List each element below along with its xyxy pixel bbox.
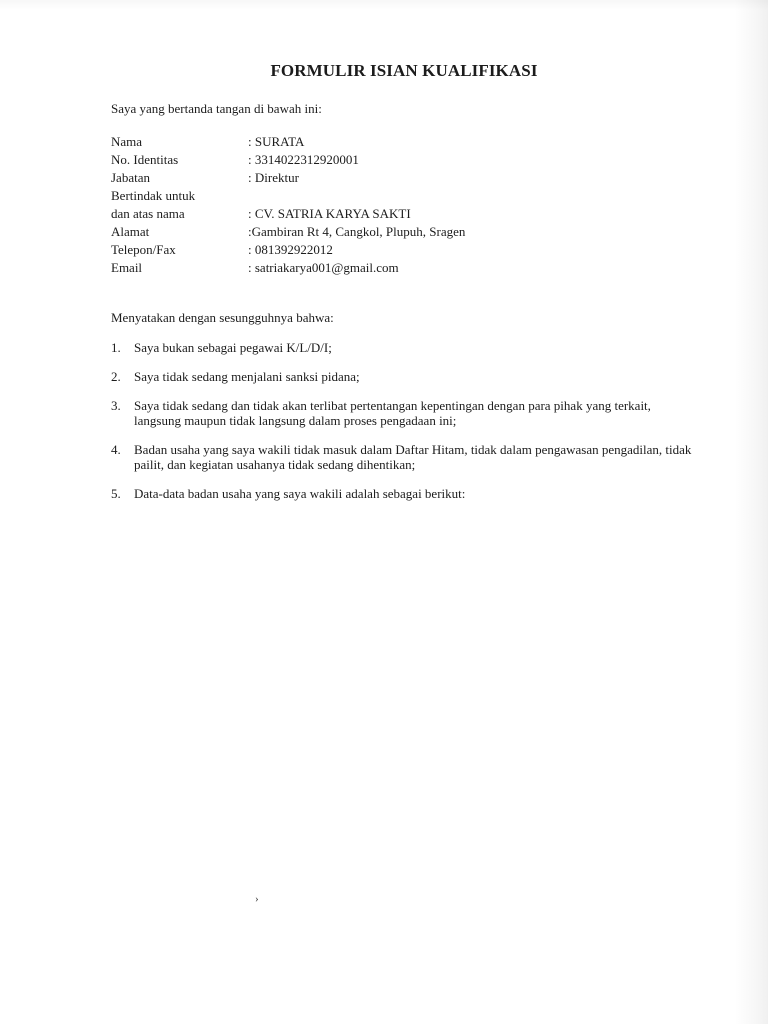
scan-shadow-top — [0, 0, 768, 10]
field-label: No. Identitas — [111, 152, 179, 167]
field-value: : 081392922012 — [248, 242, 333, 257]
list-number: 4. — [111, 442, 121, 457]
statement-text: Menyatakan dengan sesungguhnya bahwa: — [111, 310, 334, 325]
list-number: 3. — [111, 398, 121, 413]
field-label: Jabatan — [111, 170, 150, 185]
field-label: Telepon/Fax — [111, 242, 176, 257]
field-label: Bertindak untuk — [111, 188, 196, 203]
field-value: : CV. SATRIA KARYA SAKTI — [248, 206, 411, 221]
field-label: Alamat — [111, 224, 150, 239]
field-value: : satriakarya001@gmail.com — [248, 260, 399, 275]
list-item — [111, 340, 701, 355]
field-value: :Gambiran Rt 4, Cangkol, Plupuh, Sragen — [248, 224, 466, 239]
list-number: 5. — [111, 486, 121, 501]
field-label: Nama — [111, 134, 143, 149]
list-item — [111, 486, 701, 501]
list-text: Saya bukan sebagai pegawai K/L/D/I; — [134, 340, 332, 355]
declaration-list — [111, 340, 701, 515]
scan-shadow-right — [734, 0, 768, 1024]
list-item — [111, 369, 701, 384]
list-text: Saya tidak sedang menjalani sanksi pidana; — [134, 369, 360, 384]
list-text: Saya tidak sedang dan tidak akan terlibat pertentangan kepentingan dengan para pihak yang terkait, langsung maupun tidak langsung dalam proses pengadaan ini; — [134, 398, 651, 428]
list-item — [111, 442, 701, 472]
list-number: 2. — [111, 369, 121, 384]
field-label: Email — [111, 260, 143, 275]
field-value: : Direktur — [248, 170, 299, 185]
field-value: : 3314022312920001 — [248, 152, 359, 167]
list-item — [111, 398, 701, 428]
list-number: 1. — [111, 340, 121, 355]
document-title: FORMULIR ISIAN KUALIFIKASI — [270, 61, 538, 80]
stray-mark: › — [255, 893, 259, 905]
field-value: : SURATA — [248, 134, 305, 149]
field-label: dan atas nama — [111, 206, 185, 221]
list-text: Badan usaha yang saya wakili tidak masuk dalam Daftar Hitam, tidak dalam pengawasan pengadilan, tidak pailit, dan kegiatan usahanya tidak sedang dihentikan; — [134, 442, 692, 472]
intro-text: Saya yang bertanda tangan di bawah ini: — [111, 101, 322, 116]
list-text: Data-data badan usaha yang saya wakili adalah sebagai berikut: — [134, 486, 466, 501]
